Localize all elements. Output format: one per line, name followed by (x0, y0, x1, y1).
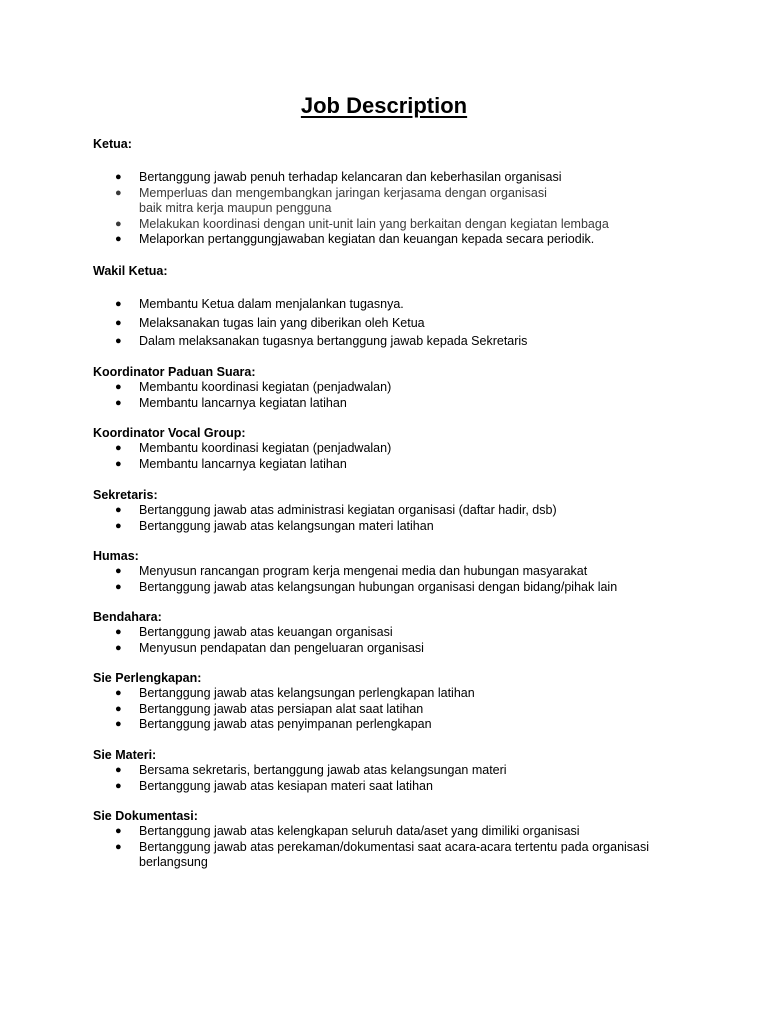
bullet-icon: ● (115, 396, 122, 409)
list-item: ● Bertanggung jawab atas keuangan organisasi (115, 625, 393, 639)
list-item: ● Membantu lancarnya kegiatan latihan (115, 456, 347, 471)
bullet-icon: ● (115, 233, 122, 245)
list-item: ● Melaporkan pertanggungjawaban kegiatan dan keuangan kepada secara periodik. (115, 232, 595, 246)
section-heading: Bendahara: (93, 610, 162, 624)
bullet-icon: ● (115, 580, 122, 593)
list-item: ● Menyusun pendapatan dan pengeluaran organisasi (115, 640, 424, 655)
bullet-icon: ● (115, 702, 122, 715)
list-item: ● Bertanggung jawab atas administrasi kegiatan organisasi (daftar hadir, dsb) (115, 503, 557, 517)
list-item: ● Bertanggung jawab atas persiapan alat saat latihan (115, 701, 424, 716)
list-item: ● Membantu Ketua dalam menjalankan tugasnya. (115, 297, 404, 311)
bullet-icon: ● (115, 504, 122, 516)
list-item: ● Membantu lancarnya kegiatan latihan (115, 395, 347, 410)
list-item: ● Dalam melaksanakan tugasnya bertanggung jawab kepada Sekretaris (115, 334, 528, 348)
section-sie-perlengkapan (93, 670, 693, 733)
section-heading: Koordinator Paduan Suara: (93, 365, 256, 379)
list-item: ● Bertanggung jawab atas perekaman/dokumentasi saat acara-acara tertentu pada organisasi berlangsung (115, 839, 650, 869)
bullet-icon: ● (115, 626, 122, 638)
section-bendahara (93, 609, 693, 656)
bullet-icon: ● (115, 840, 122, 853)
bullet-icon: ● (115, 316, 122, 329)
section-heading: Sie Dokumentasi: (93, 809, 198, 823)
bullet-icon: ● (115, 217, 122, 230)
section-heading: Ketua: (93, 137, 132, 151)
section-heading: Sekretaris: (93, 488, 158, 502)
bullet-icon: ● (115, 779, 122, 792)
bullet-icon: ● (115, 687, 122, 699)
bullet-icon: ● (115, 381, 122, 393)
bullet-icon: ● (115, 442, 122, 454)
list-item: ● Bertanggung jawab atas penyimpanan perlengkapan (115, 717, 432, 731)
section-ketua (93, 136, 693, 248)
list-item: ● Bertanggung jawab atas kelengkapan seluruh data/aset yang dimiliki organisasi (115, 824, 580, 838)
section-humas (93, 548, 693, 595)
list-item: ● Bertanggung jawab atas kesiapan materi saat latihan (115, 778, 433, 793)
bullet-icon: ● (115, 519, 122, 532)
bullet-icon: ● (115, 718, 122, 730)
bullet-icon: ● (115, 186, 122, 199)
section-heading: Sie Perlengkapan: (93, 671, 202, 685)
section-heading: Sie Materi: (93, 748, 157, 762)
list-item: ● Bertanggung jawab atas kelangsungan hubungan organisasi dengan bidang/pihak lain (115, 579, 618, 594)
bullet-icon: ● (115, 565, 122, 577)
section-sie-materi (93, 747, 693, 794)
bullet-icon: ● (115, 825, 122, 837)
bullet-icon: ● (115, 641, 122, 654)
document-title: Job Description (300, 93, 468, 118)
bullet-icon: ● (115, 298, 122, 310)
section-sekretaris (93, 487, 693, 534)
bullet-icon: ● (115, 171, 122, 183)
section-heading: Koordinator Vocal Group: (93, 426, 246, 440)
list-item: ● Bertanggung jawab penuh terhadap kelancaran dan keberhasilan organisasi (115, 170, 562, 184)
bullet-icon: ● (115, 335, 122, 347)
section-sie-dokumentasi (93, 808, 693, 871)
section-koordinator-paduan-suara (93, 364, 693, 411)
section-heading: Wakil Ketua: (93, 264, 168, 278)
section-wakil-ketua (93, 263, 693, 350)
bullet-icon: ● (115, 457, 122, 470)
list-item: ● Melakukan koordinasi dengan unit-unit lain yang berkaitan dengan kegiatan lembaga (115, 216, 609, 231)
list-item: ● Bertanggung jawab atas kelangsungan perlengkapan latihan (115, 686, 475, 700)
bullet-icon: ● (115, 764, 122, 776)
list-item: ● Bersama sekretaris, bertanggung jawab atas kelangsungan materi (115, 763, 507, 777)
list-item: ● Melaksanakan tugas lain yang diberikan oleh Ketua (115, 315, 425, 330)
section-koordinator-vocal-group (93, 425, 693, 472)
section-heading: Humas: (93, 549, 139, 563)
list-item: ● Bertanggung jawab atas kelangsungan materi latihan (115, 518, 434, 533)
list-item: ● Membantu koordinasi kegiatan (penjadwalan) (115, 441, 392, 455)
list-item: ● Memperluas dan mengembangkan jaringan kerjasama dengan organisasi baik mitra kerja maupun pengguna (115, 185, 547, 215)
list-item: ● Menyusun rancangan program kerja mengenai media dan hubungan masyarakat (115, 564, 588, 578)
list-item: ● Membantu koordinasi kegiatan (penjadwalan) (115, 380, 392, 394)
